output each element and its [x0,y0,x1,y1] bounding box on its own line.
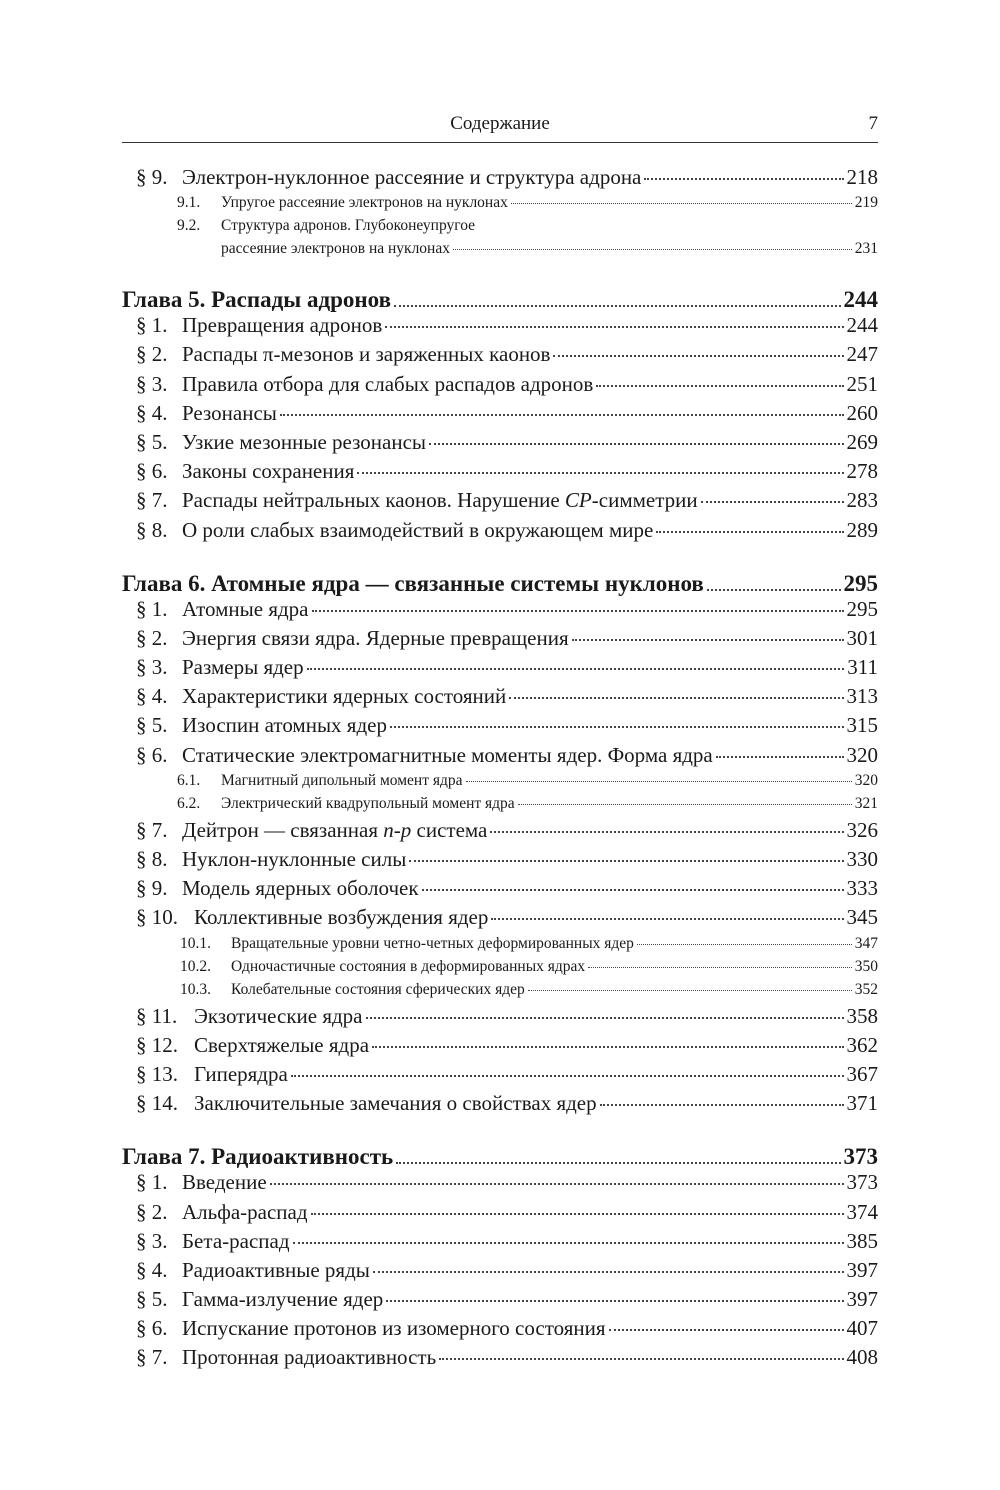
section-page: 371 [846,1091,878,1116]
subsection-page: 352 [854,980,878,998]
section-title: Нуклон-нуклонные силы [182,847,407,871]
section-title: Изоспин атомных ядер [182,713,387,738]
section-number: § 1. [136,313,168,338]
toc-section[interactable] [122,313,878,342]
dot-leader [357,472,843,474]
toc-section[interactable] [122,401,878,430]
section-number: § 1. [136,1170,168,1195]
chapter-page: 373 [843,1144,878,1170]
section-page: 247 [846,342,878,367]
dot-leader [409,860,843,862]
toc-section[interactable] [122,818,878,847]
subsection-page: 219 [854,194,878,212]
subsection-number: 10.2. [180,957,211,975]
section-number: § 3. [136,655,168,680]
toc-section[interactable] [122,1258,878,1287]
section-number: § 7. [136,817,168,842]
subsection-title: Вращательные уровни четно-четных деформированных ядер [231,934,634,952]
dot-leader [396,1162,840,1164]
dot-leader [439,1358,843,1360]
chapter-title: Глава 5. Распады адронов [122,287,391,313]
section-title: Экзотические ядра [194,1003,363,1028]
section-title: Коллективные возбуждения ядер [194,905,489,930]
chapter-block [122,1133,878,1374]
dot-leader [707,589,841,591]
section-number: § 3. [136,1228,168,1253]
section-page: 345 [846,905,878,930]
toc-section[interactable] [122,342,878,371]
chapter-title: Глава 6. Атомные ядра — связанные системы нуклонов [122,570,704,596]
dot-leader [453,249,852,250]
dot-leader [528,990,852,991]
table-of-contents [122,165,878,1379]
section-title: Законы сохранения [182,459,355,484]
section-number: § 9. [136,165,168,189]
toc-subsection[interactable] [122,935,878,958]
dot-leader [394,305,841,307]
section-page: 295 [846,596,878,621]
section-title: Размеры ядер [182,655,304,680]
chapters-container [122,276,878,1374]
section-number: § 6. [136,459,168,484]
toc-section[interactable] [122,1091,878,1120]
section-number: § 14. [136,1091,178,1116]
section-page: 362 [846,1032,878,1057]
toc-section[interactable] [122,1287,878,1316]
section-title: Узкие мезонные резонансы [182,429,427,454]
toc-subsection[interactable] [122,194,878,217]
section-title: Гиперядра [194,1061,288,1086]
section-page: 283 [846,488,878,513]
dot-leader [596,385,843,387]
section-number: § 5. [136,429,168,454]
section-number: § 4. [136,400,168,425]
subsection-title: Магнитный дипольный момент ядра [221,771,463,789]
chapter-page: 244 [843,287,878,313]
section-title: Гамма-излучение ядер [182,1287,384,1312]
section-page: 251 [846,371,878,396]
section-title: Резонансы [182,400,277,425]
subsection-number: 9.2. [177,217,201,235]
chapter-block [122,276,878,547]
toc-section[interactable] [122,1004,878,1033]
section-number: § 13. [136,1061,178,1086]
section-number: § 3. [136,371,168,396]
toc-subsection[interactable] [122,795,878,818]
dot-leader [701,501,844,503]
toc-section[interactable] [122,1316,878,1345]
section-number: § 2. [136,342,168,367]
dot-leader [466,781,852,782]
toc-section[interactable] [122,1229,878,1258]
section-number: § 12. [136,1032,178,1057]
section-page: 374 [846,1199,878,1224]
subsection-title-line1: Структура адронов. Глубоконеупругое [221,217,476,235]
subsection-title: Колебательные состояния сферических ядер [231,980,525,998]
section-number: § 4. [136,684,168,709]
section-title: Модель ядерных оболочек [182,876,419,901]
toc-section[interactable] [122,743,878,772]
section-page: 278 [846,459,878,484]
section-number: § 11. [136,1003,178,1028]
dot-leader [509,697,843,699]
section-title: Атомные ядра [182,596,309,621]
toc-section[interactable] [122,372,878,401]
subsection-page: 347 [854,934,878,952]
subsection-number: 10.3. [180,980,211,998]
section-title: Испускание протонов из изомерного состояния [182,1316,606,1341]
dot-leader [386,1300,843,1302]
subsection-number: 6.2. [177,794,201,812]
toc-section[interactable] [122,626,878,655]
dot-leader [422,889,844,891]
toc-section[interactable] [122,518,878,547]
section-page: 260 [846,400,878,425]
section-page: 315 [846,713,878,738]
toc-chapter[interactable] [122,276,878,313]
section-title: Характеристики ядерных состояний [182,684,507,709]
toc-chapter[interactable] [122,1133,878,1170]
toc-section[interactable] [122,876,878,905]
dot-leader [716,756,844,758]
toc-section[interactable] [122,1033,878,1062]
subsection-title: Электрический квадрупольный момент ядра [221,794,515,812]
dot-leader [270,1183,844,1185]
section-page: 397 [846,1287,878,1312]
dot-leader [311,1213,844,1215]
section-number: § 5. [136,713,168,738]
running-head-title: Содержание [450,113,550,134]
dot-leader [553,355,843,357]
section-number: § 2. [136,625,168,650]
dot-leader [372,1046,843,1048]
toc-section[interactable] [122,684,878,713]
dot-leader [518,804,852,805]
section-title: Правила отбора для слабых распадов адронов [182,371,594,396]
section-page: 320 [846,742,878,767]
toc-section[interactable] [122,713,878,742]
section-page: 326 [846,817,878,842]
section-title: Введение [182,1170,267,1195]
subsection-page: 320 [854,771,878,789]
section-page: 385 [846,1228,878,1253]
section-title: Заключительные замечания о свойствах ядер [194,1091,597,1116]
dot-leader [307,668,845,670]
toc-section[interactable] [122,488,878,517]
subsection-number: 10.1. [180,934,211,952]
dot-leader [390,726,844,728]
section-page: 408 [846,1345,878,1370]
dot-leader [293,1242,844,1244]
section-page: 367 [846,1061,878,1086]
subsection-page: 350 [854,957,878,975]
section-page: 313 [846,684,878,709]
section-title: Электрон-нуклонное рассеяние и структура адрона [182,165,642,189]
section-number: § 7. [136,488,168,513]
dot-leader [588,967,852,968]
dot-leader [429,443,843,445]
section-page: 269 [846,429,878,454]
section-number: § 5. [136,1287,168,1312]
section-page: 333 [846,876,878,901]
dot-leader [366,1017,844,1019]
toc-subsection[interactable] [122,958,878,981]
subsection-page: 321 [854,794,878,812]
dot-leader [385,326,843,328]
section-page: 244 [846,313,878,338]
section-number: § 6. [136,1316,168,1341]
section-title: Распады π-мезонов и заряженных каонов [182,342,551,367]
toc-section[interactable] [122,597,878,626]
section-page: 330 [846,847,878,871]
toc-subsection[interactable] [122,772,878,795]
dot-leader [373,1271,844,1273]
subsection-number: 6.1. [177,771,201,789]
dot-leader [637,944,852,945]
running-head-page-number: 7 [868,113,878,134]
section-title: Превращения адронов [182,313,383,338]
dot-leader [656,531,843,533]
toc-section[interactable] [122,905,878,934]
dot-leader [600,1104,844,1106]
section-number: § 8. [136,847,168,871]
toc-section[interactable] [122,165,878,194]
section-title: О роли слабых взаимодействий в окружающем мире [182,517,654,542]
subsection-title: Одночастичные состояния в деформированных ядрах [231,957,586,975]
section-number: § 10. [136,905,178,930]
section-number: § 2. [136,1199,168,1224]
toc-section[interactable] [122,1345,878,1374]
section-page: 311 [847,655,878,680]
section-page: 397 [846,1257,878,1282]
toc-subsection[interactable] [122,981,878,1004]
section-number: § 8. [136,517,168,542]
dot-leader [491,918,843,920]
section-title: Альфа-распад [182,1199,308,1224]
section-page: 301 [846,625,878,650]
section-title: Сверхтяжелые ядра [194,1032,370,1057]
toc-subsection-continuation[interactable] [122,240,878,263]
section-number: § 6. [136,742,168,767]
dot-leader [644,178,843,180]
dot-leader [511,203,852,204]
section-title: Бета-распад [182,1228,290,1253]
section-number: § 9. [136,876,168,901]
toc-section[interactable] [122,1170,878,1199]
section-title: Протонная радиоактивность [182,1345,437,1370]
italic-symbol: n-p [383,817,412,842]
toc-section[interactable] [122,1200,878,1229]
section-page: 218 [846,165,878,189]
toc-chapter[interactable] [122,560,878,597]
toc-section[interactable] [122,459,878,488]
subsection-number: 9.1. [177,194,201,212]
section-page: 358 [846,1003,878,1028]
subsection-title: Упругое рассеяние электронов на нуклонах [221,194,508,212]
section-title: Радиоактивные ряды [182,1257,370,1282]
dot-leader [280,414,844,416]
section-page: 407 [846,1316,878,1341]
chapter-page: 295 [843,570,878,596]
toc-section[interactable] [122,1062,878,1091]
dot-leader [572,639,844,641]
section-title: Статические электромагнитные моменты ядер. Форма ядра [182,742,713,767]
italic-symbol: CP [564,488,592,513]
dot-leader [609,1329,844,1331]
section-title: Дейтрон — связанная n-p система [182,817,488,842]
section-page: 289 [846,517,878,542]
subsection-title-line2: рассеяние электронов на нуклонах [221,240,450,258]
section-title: Распады нейтральных каонов. Нарушение CP-симметрии [182,488,698,513]
toc-subsection-multiline[interactable] [122,217,878,240]
subsection-page: 231 [854,240,878,258]
section-number: § 7. [136,1345,168,1370]
section-page: 373 [846,1170,878,1195]
toc-section[interactable] [122,430,878,459]
section-number: § 4. [136,1257,168,1282]
chapter-block [122,560,878,1121]
running-head [122,112,878,143]
toc-section[interactable] [122,847,878,876]
dot-leader [291,1075,844,1077]
chapter-title: Глава 7. Радиоактивность [122,1144,394,1170]
section-title: Энергия связи ядра. Ядерные превращения [182,625,569,650]
section-number: § 1. [136,596,168,621]
dot-leader [312,610,844,612]
toc-section[interactable] [122,655,878,684]
dot-leader [490,831,843,833]
